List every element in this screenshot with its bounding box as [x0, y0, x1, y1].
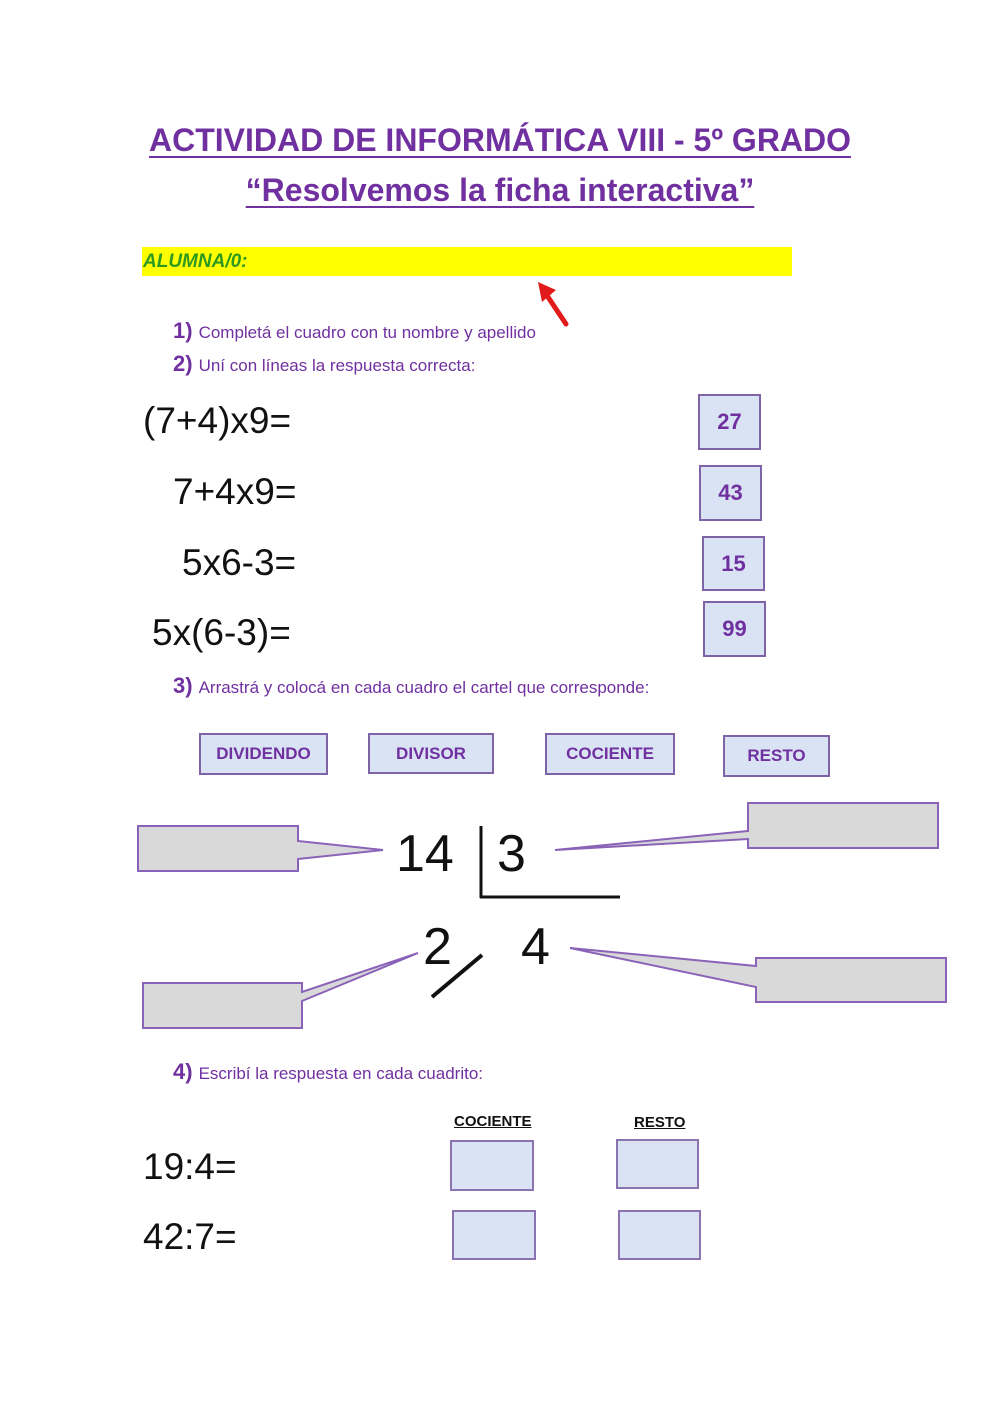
drag-label-cociente[interactable]: COCIENTE — [545, 733, 675, 775]
answer-box-4[interactable]: 99 — [703, 601, 766, 657]
division-lines — [420, 820, 640, 1010]
arrow-pointer-icon — [530, 278, 574, 330]
division-dividend: 14 — [396, 825, 454, 883]
instruction-2: 2) Uní con líneas la respuesta correcta: — [173, 351, 476, 376]
drop-zone-dividend[interactable] — [138, 826, 383, 871]
drag-label-divisor[interactable]: DIVISOR — [368, 733, 494, 774]
drag-label-resto[interactable]: RESTO — [723, 735, 830, 777]
answer-box-3[interactable]: 15 — [702, 536, 765, 591]
column-header-cociente: COCIENTE — [454, 1113, 532, 1130]
quotient-input-2[interactable] — [452, 1210, 536, 1260]
drag-label-dividendo[interactable]: DIVIDENDO — [199, 733, 328, 775]
division-divisor: 3 — [497, 825, 526, 883]
division-expression-2: 42:7= — [143, 1216, 237, 1257]
instruction-1: 1) Completá el cuadro con tu nombre y apellido — [173, 318, 536, 343]
expression-4: 5x(6-3)= — [152, 612, 291, 653]
drop-zone-remainder[interactable] — [143, 953, 418, 1028]
remainder-input-2[interactable] — [618, 1210, 701, 1260]
expression-1: (7+4)x9= — [143, 400, 292, 441]
answer-box-1[interactable]: 27 — [698, 394, 761, 450]
expression-2: 7+4x9= — [173, 471, 297, 512]
division-remainder: 2 — [423, 918, 452, 976]
page-subtitle: “Resolvemos la ficha interactiva” — [245, 172, 755, 208]
column-header-resto: RESTO — [634, 1114, 686, 1131]
page-title: ACTIVIDAD DE INFORMÁTICA VIII - 5º GRADO — [148, 122, 852, 158]
answer-box-2[interactable]: 43 — [699, 465, 762, 521]
student-name-label: ALUMNA/0: — [143, 251, 248, 272]
instruction-3: 3) Arrastrá y colocá en cada cuadro el cartel que corresponde: — [173, 673, 650, 698]
instruction-4: 4) Escribí la respuesta en cada cuadrito: — [173, 1059, 483, 1084]
remainder-input-1[interactable] — [616, 1139, 699, 1189]
expression-3: 5x6-3= — [182, 542, 297, 583]
division-expression-1: 19:4= — [143, 1146, 237, 1187]
quotient-input-1[interactable] — [450, 1140, 534, 1191]
division-quotient: 4 — [521, 918, 550, 976]
